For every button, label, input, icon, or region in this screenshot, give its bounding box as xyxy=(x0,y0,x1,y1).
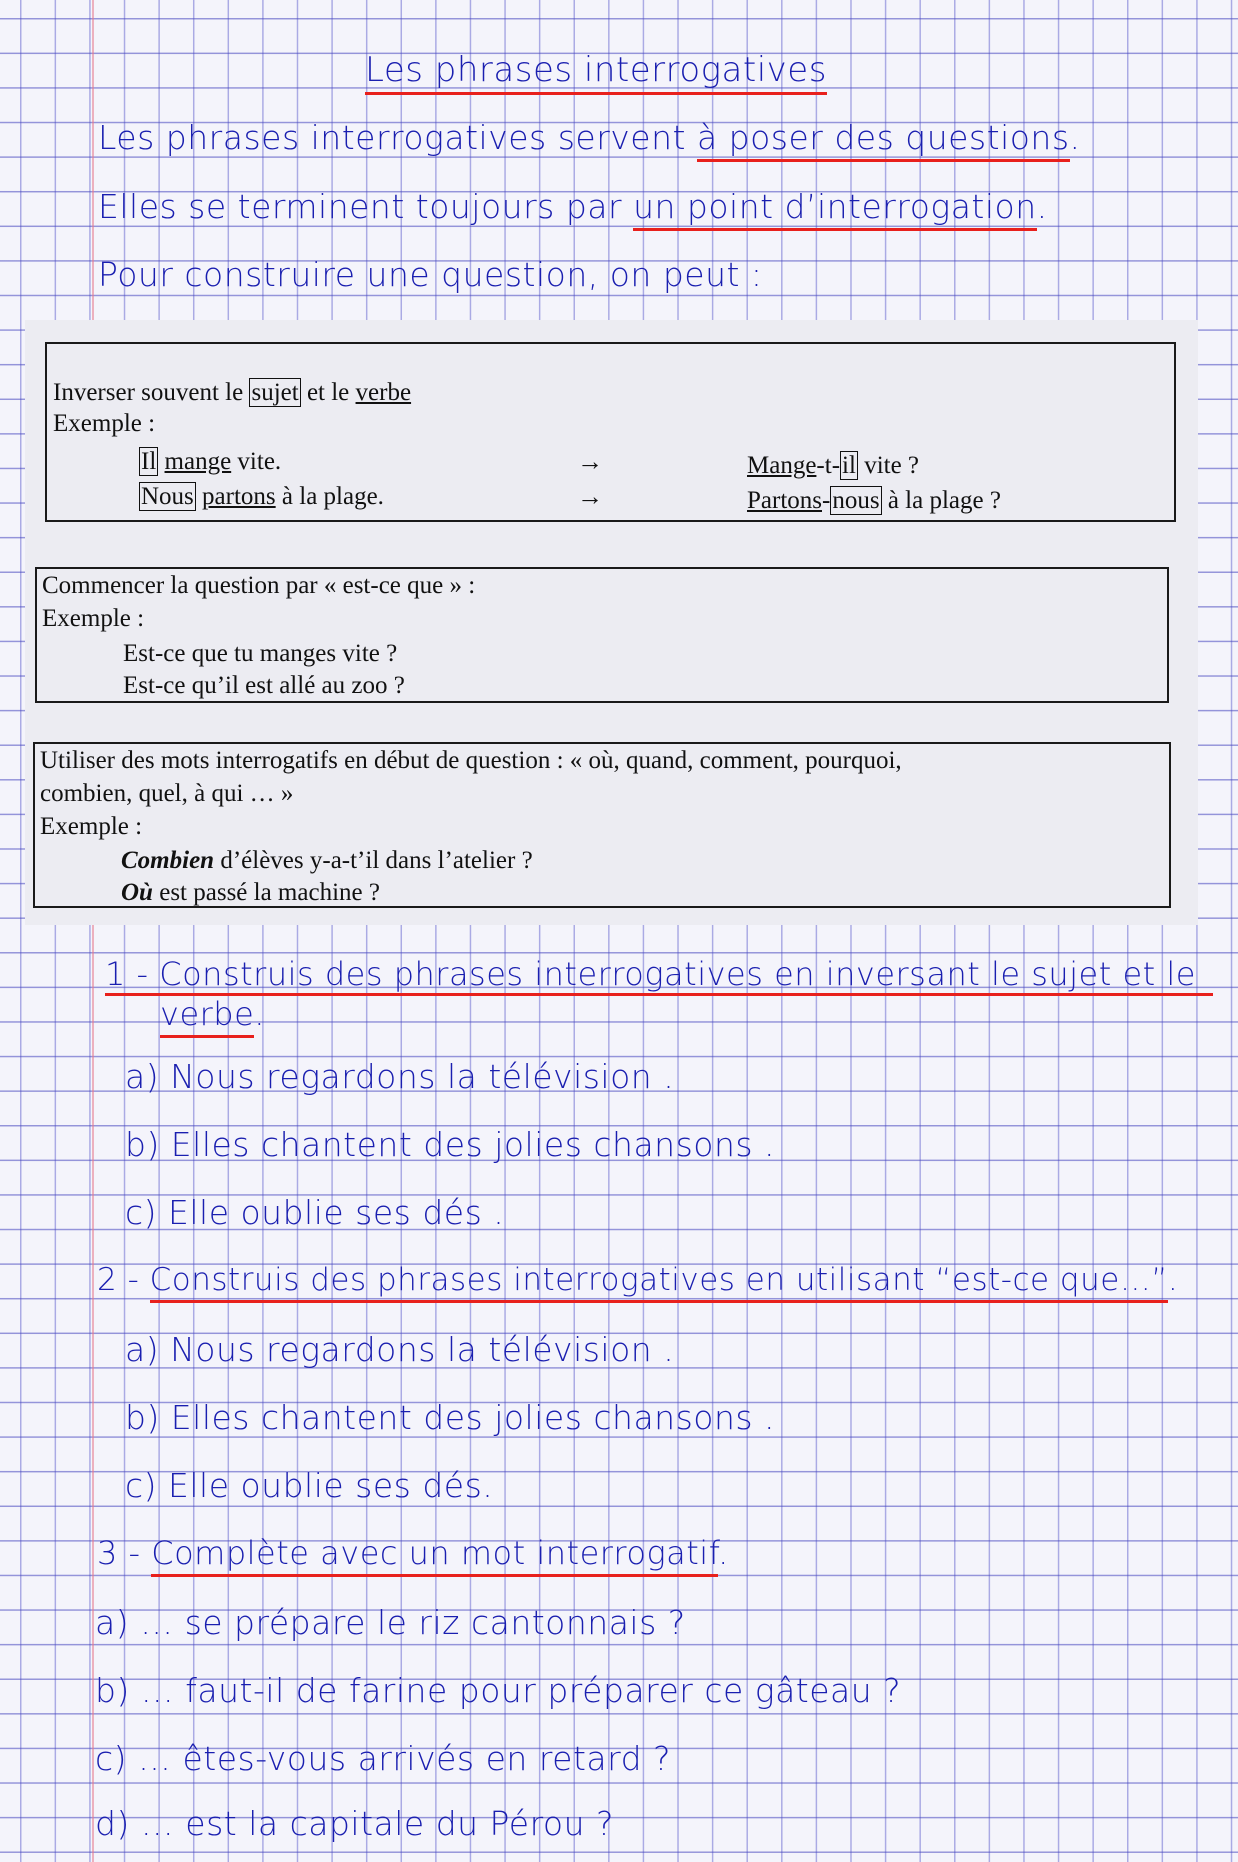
exercise-2-title xyxy=(97,1262,1178,1298)
exercise-2-item-a: a) Nous regardons la télévision . xyxy=(125,1330,675,1369)
example-1-statement xyxy=(139,445,281,479)
exercise-title-end: . xyxy=(718,1534,729,1572)
interrogative-word: Combien xyxy=(121,847,215,874)
exercise-number: 2 - xyxy=(97,1262,150,1298)
mid: - xyxy=(822,487,831,514)
intro-line-1 xyxy=(98,118,1081,157)
exercise-title-line-1: Construis des phrases interrogatives en utilisant “est-ce que…” xyxy=(150,1262,1168,1303)
exercise-1-item-b: b) Elles chantent des jolies chansons . xyxy=(125,1125,776,1164)
verb: Partons xyxy=(747,487,822,514)
intro-line-3: Pour construire une question, on peut : xyxy=(98,255,763,294)
rule-box-est-ce-que xyxy=(35,567,1169,703)
exercise-title-end: . xyxy=(254,995,265,1033)
rule-text-line-1: Utiliser des mots interrogatifs en début de question : « où, quand, comment, pourquoi, xyxy=(40,747,902,774)
rest: est passé la machine ? xyxy=(152,879,380,906)
rule-text: Commencer la question par « est-ce que » : xyxy=(42,572,476,599)
rule-text-mid: et le xyxy=(300,379,356,406)
verb: Mange xyxy=(747,452,817,479)
exercise-1-title-line-2 xyxy=(160,995,265,1033)
page-title: Les phrases interrogatives xyxy=(365,50,827,95)
rest: d’élèves y-a-t’il dans l’atelier ? xyxy=(214,847,533,874)
verb: mange xyxy=(164,448,232,475)
exercise-1-item-c: c) Elle oublie ses dés . xyxy=(125,1193,505,1232)
rest: à la plage ? xyxy=(881,487,1001,514)
arrow-icon: → xyxy=(577,447,603,476)
example-2: Est-ce qu’il est allé au zoo ? xyxy=(123,672,405,699)
exercise-title-end: . xyxy=(1167,1262,1179,1298)
exercise-1-title xyxy=(105,955,1213,993)
exercise-3-item-b: b) … faut-il de farine pour préparer ce gâteau ? xyxy=(95,1671,902,1710)
rule-box-mots-interrogatifs xyxy=(33,742,1171,908)
subject: il xyxy=(842,452,856,479)
intro-line-2-prefix: Elles se terminent toujours par xyxy=(98,187,634,226)
example-2-statement xyxy=(139,480,384,514)
intro-line-1-suffix: . xyxy=(1069,118,1081,157)
exercise-3-title xyxy=(97,1534,729,1572)
subject: Il xyxy=(141,448,157,475)
example-1: Est-ce que tu manges vite ? xyxy=(123,640,398,667)
mid: -t- xyxy=(816,452,841,479)
intro-line-2-underlined: un point d’interrogation xyxy=(633,187,1037,231)
exercise-title-line-1: Construis des phrases interrogatives en inversant le sujet et le xyxy=(159,955,1196,993)
subject: nous xyxy=(832,487,880,514)
red-underline xyxy=(105,993,1213,996)
rule-text-prefix: Inverser souvent le xyxy=(53,379,250,406)
interrogative-word: Où xyxy=(121,879,153,906)
rest: vite ? xyxy=(857,452,920,479)
exercise-title-line-2: verbe xyxy=(160,995,254,1038)
intro-line-1-underlined: à poser des questions xyxy=(697,118,1070,162)
sujet-boxed: sujet xyxy=(251,379,299,406)
exercise-2-item-b: b) Elles chantent des jolies chansons . xyxy=(125,1398,776,1437)
intro-line-2-suffix: . xyxy=(1036,187,1048,226)
exercise-number: 1 - xyxy=(105,955,160,993)
rest: vite. xyxy=(231,448,282,475)
example-2-question xyxy=(747,484,1001,518)
intro-line-1-prefix: Les phrases interrogatives servent xyxy=(98,118,697,157)
exemple-label: Exemple : xyxy=(42,605,145,632)
pasted-printout xyxy=(25,320,1198,925)
example-1-question xyxy=(747,449,919,483)
rule-text xyxy=(53,376,411,410)
example-1 xyxy=(121,844,533,878)
exercise-3-item-d: d) … est la capitale du Pérou ? xyxy=(95,1804,615,1843)
rule-text-line-2: combien, quel, à qui … » xyxy=(40,780,294,807)
rule-box-inversion xyxy=(45,342,1176,522)
exercise-2-item-c: c) Elle oublie ses dés. xyxy=(125,1466,494,1505)
exercise-3-item-a: a) … se prépare le riz cantonnais ? xyxy=(95,1603,686,1642)
verbe-underlined: verbe xyxy=(355,379,412,406)
intro-line-2 xyxy=(98,187,1048,226)
subject: Nous xyxy=(141,483,194,510)
example-2 xyxy=(121,876,380,910)
exemple-label: Exemple : xyxy=(40,813,143,840)
exercise-3-item-c: c) … êtes-vous arrivés en retard ? xyxy=(95,1739,672,1778)
exercise-title-line-1: Complète avec un mot interrogatif xyxy=(151,1534,718,1577)
exercise-1-item-a: a) Nous regardons la télévision . xyxy=(125,1057,675,1096)
rest: à la plage. xyxy=(275,483,384,510)
arrow-icon: → xyxy=(577,482,603,511)
verb: partons xyxy=(202,483,276,510)
exercise-number: 3 - xyxy=(97,1534,152,1572)
exemple-label: Exemple : xyxy=(53,410,156,437)
